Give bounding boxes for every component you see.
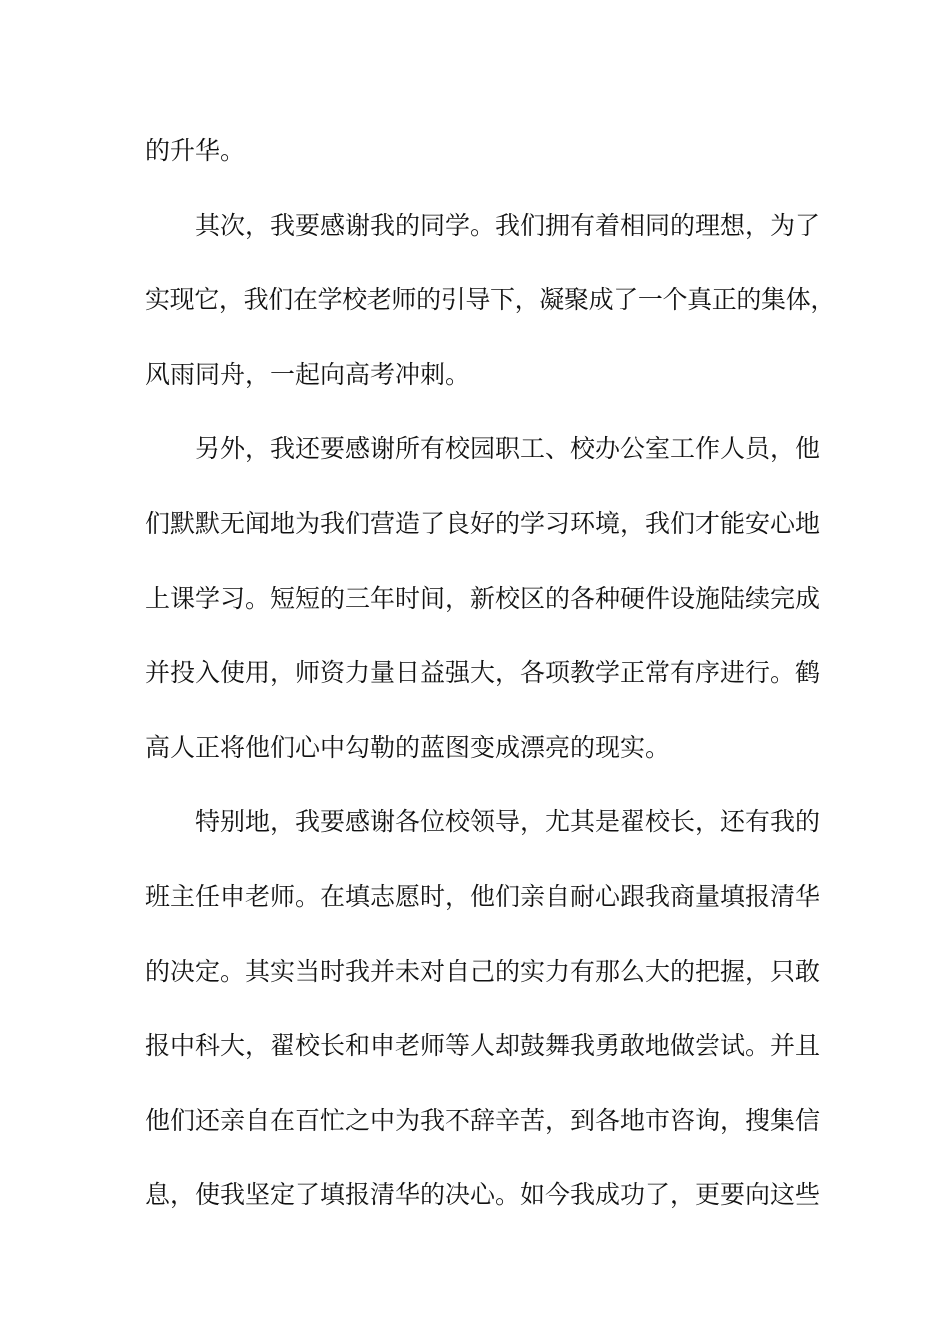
text-line: 息，使我坚定了填报清华的决心。如今我成功了，更要向这些 — [145, 1180, 821, 1210]
text-line: 特别地，我要感谢各位校领导，尤其是翟校长，还有我的 — [195, 807, 821, 837]
text-line: 报中科大，翟校长和申老师等人却鼓舞我勇敢地做尝试。并且 — [145, 1031, 821, 1061]
text-line: 另外，我还要感谢所有校园职工、校办公室工作人员，他 — [195, 434, 821, 464]
text-line: 风雨同舟，一起向高考冲刺。 — [145, 359, 471, 389]
text-line: 的决定。其实当时我并未对自己的实力有那么大的把握，只敢 — [145, 956, 821, 986]
document-body — [145, 128, 835, 1247]
text-line: 班主任申老师。在填志愿时，他们亲自耐心跟我商量填报清华 — [145, 881, 821, 911]
text-line: 上课学习。短短的三年时间，新校区的各种硬件设施陆续完成 — [145, 583, 821, 613]
text-line: 们默默无闻地为我们营造了良好的学习环境，我们才能安心地 — [145, 508, 821, 538]
text-line: 实现它，我们在学校老师的引导下，凝聚成了一个真正的集体， — [145, 285, 835, 315]
text-line: 高人正将他们心中勾勒的蓝图变成漂亮的现实。 — [145, 732, 671, 762]
text-line: 他们还亲自在百忙之中为我不辞辛苦，到各地市咨询，搜集信 — [145, 1105, 821, 1135]
text-line: 其次，我要感谢我的同学。我们拥有着相同的理想，为了 — [195, 210, 821, 240]
text-line: 并投入使用，师资力量日益强大，各项教学正常有序进行。鹤 — [145, 658, 821, 688]
text-line: 的升华。 — [145, 136, 246, 165]
